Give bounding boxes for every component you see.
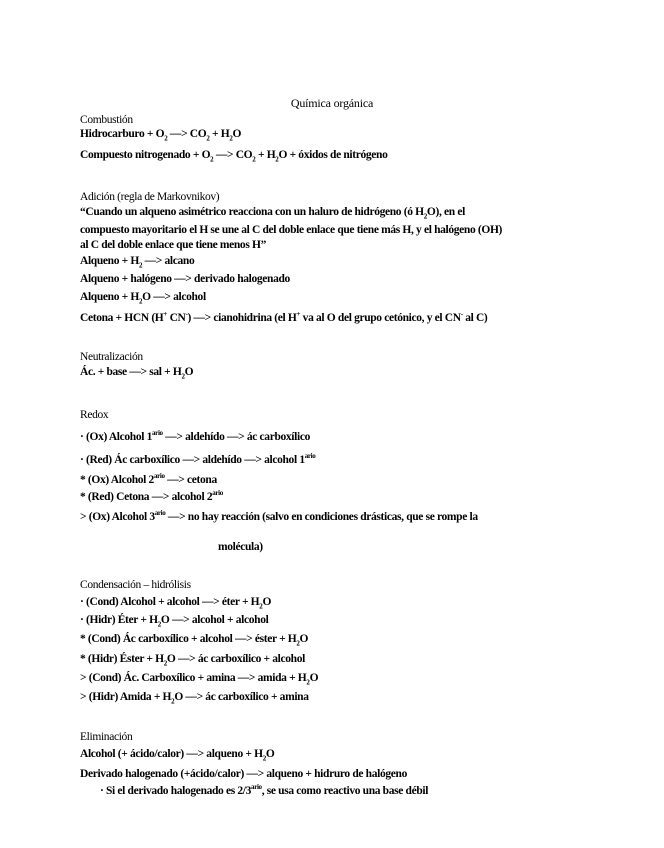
reaction-line-continued: molécula): [218, 541, 263, 553]
reaction-line: · (Hidr) Éter + $H_2O$ —> alcohol + alcohol: [80, 614, 269, 629]
reaction-line: Hidrocarburo + $O_2$ —> $CO_2 + H_2O$: [80, 128, 242, 143]
section-heading-eliminacion: Eliminación: [80, 731, 133, 743]
rule-quote-line: “Cuando un alqueno asimétrico reacciona con un haluro de hidrógeno (ó $H_2O$), en el: [80, 206, 465, 221]
reaction-line: Ác. + base —> sal + $H_2O$: [80, 366, 194, 381]
section-heading-adicion: Adición (regla de Markovnikov): [80, 191, 220, 203]
reaction-line: * (Ox) Alcohol $2^{ario}$ —> cetona: [80, 472, 217, 486]
reaction-line: * (Red) Cetona —> alcohol $2^{ario}$: [80, 489, 223, 503]
section-heading-condensacion: Condensación – hidrólisis: [80, 579, 191, 591]
reaction-line: Cetona + HCN (H+ CN-) —> cianohidrina (el H+ va al O del grupo cetónico, y el CN- al C): [80, 310, 488, 324]
section-heading-combustion: Combustión: [80, 114, 133, 126]
section-heading-redox: Redox: [80, 409, 109, 421]
reaction-note: · Si el derivado halogenado es $2/3^{ario}$, se usa como reactivo una base débil: [100, 783, 429, 797]
reaction-line: Compuesto nitrogenado + $O_2$ —> $CO_2 + H_2O$ + óxidos de nitrógeno: [80, 149, 388, 164]
rule-quote-line: al C del doble enlace que tiene menos H”: [80, 239, 266, 251]
reaction-line: · (Red) Ác carboxílico —> aldehído —> alcohol $1^{ario}$: [80, 452, 316, 466]
reaction-line: > (Hidr) Amida + $H_2O$ —> ác carboxílico + amina: [80, 691, 309, 706]
reaction-line: Alqueno + halógeno —> derivado halogenado: [80, 273, 290, 285]
reaction-line: * (Hidr) Éster + $H_2O$ —> ác carboxílico + alcohol: [80, 653, 305, 668]
page-title: Química orgánica: [290, 96, 374, 110]
reaction-line: Alcohol (+ ácido/calor) —> alqueno + $H_2O$: [80, 748, 275, 763]
rule-quote-line: compuesto mayoritario el H se une al C del doble enlace que tiene más H, y el halógeno (OH): [80, 224, 503, 236]
section-heading-neutralizacion: Neutralización: [80, 351, 143, 363]
reaction-line: * (Cond) Ác carboxílico + alcohol —> éster + $H_2O$: [80, 633, 309, 648]
reaction-line: Alqueno + $H_2O$ —> alcohol: [80, 291, 206, 306]
reaction-line: Derivado halogenado (+ácido/calor) —> alqueno + hidruro de halógeno: [80, 768, 407, 780]
reaction-line: > (Ox) Alcohol $3^{ario}$ —> no hay reacción (salvo en condiciones drásticas, que se rompe la: [80, 509, 478, 523]
reaction-line: Alqueno + $H_2$ —> alcano: [80, 255, 195, 270]
reaction-line: · (Ox) Alcohol $1^{ario}$ —> aldehído —> ác carboxílico: [80, 429, 310, 443]
reaction-line: > (Cond) Ác. Carboxílico + amina —> amida + $H_2O$: [80, 672, 319, 687]
reaction-line: · (Cond) Alcohol + alcohol —> éter + $H_2O$: [80, 596, 272, 611]
